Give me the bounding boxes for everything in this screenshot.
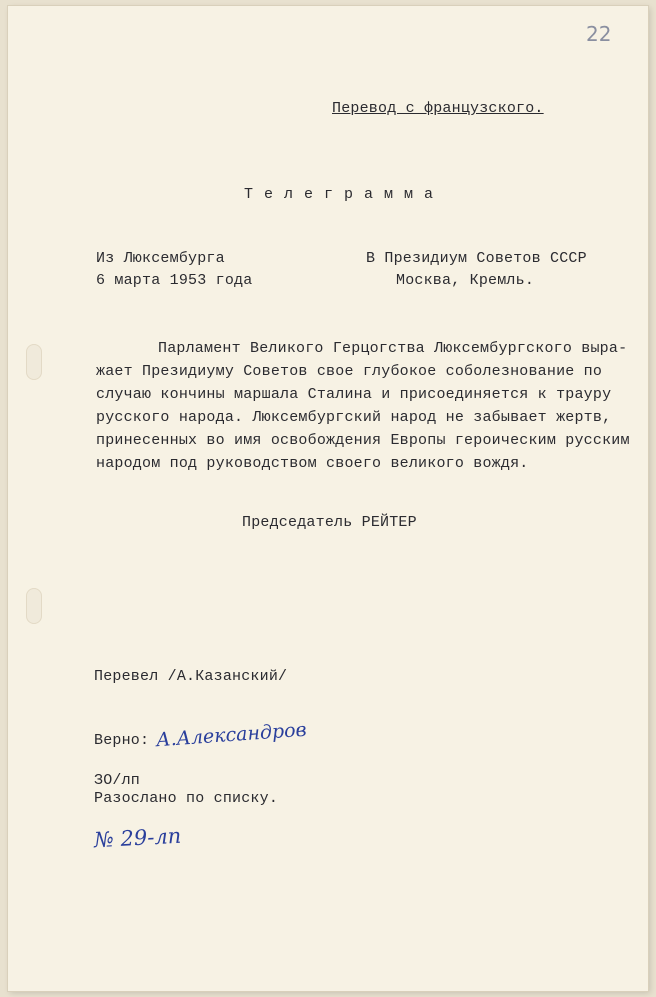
body-line: принесенных во имя освобождения Европы героическим русским: [96, 432, 630, 449]
body-line: жает Президиуму Советов свое глубокое соболезнование по: [96, 363, 603, 380]
verified-label: Верно:: [94, 732, 150, 749]
body-line: случаю кончины маршала Сталина и присоединяется к трауру: [96, 386, 612, 403]
sender-line-1: Из Люксембурга: [96, 250, 225, 267]
recipient-line-2: Москва, Кремль.: [396, 272, 535, 289]
body-line: народом под руководством своего великого вождя.: [96, 455, 529, 472]
page-number: 22: [586, 22, 612, 46]
punch-hole: [26, 588, 42, 624]
translator-line: Перевел /А.Казанский/: [94, 668, 288, 685]
handwritten-registration-number: № 29-лп: [93, 823, 182, 853]
signature-line: Председатель РЕЙТЕР: [242, 514, 417, 531]
translation-note: Перевод с французского.: [332, 100, 544, 117]
body-line: русского народа. Люксембургский народ не забывает жертв,: [96, 409, 612, 426]
distribution-line: Разослано по списку.: [94, 790, 279, 807]
sender-line-2: 6 марта 1953 года: [96, 272, 253, 289]
recipient-line-1: В Президиум Советов СССР: [366, 250, 587, 267]
document-code: ЗО/лп: [94, 772, 141, 789]
document-title: Т е л е г р а м м а: [244, 186, 435, 203]
punch-hole: [26, 344, 42, 380]
body-line: Парламент Великого Герцогства Люксембургского выра-: [158, 340, 628, 357]
document-page: [8, 6, 648, 991]
handwritten-signature: А.Александров: [155, 718, 308, 752]
